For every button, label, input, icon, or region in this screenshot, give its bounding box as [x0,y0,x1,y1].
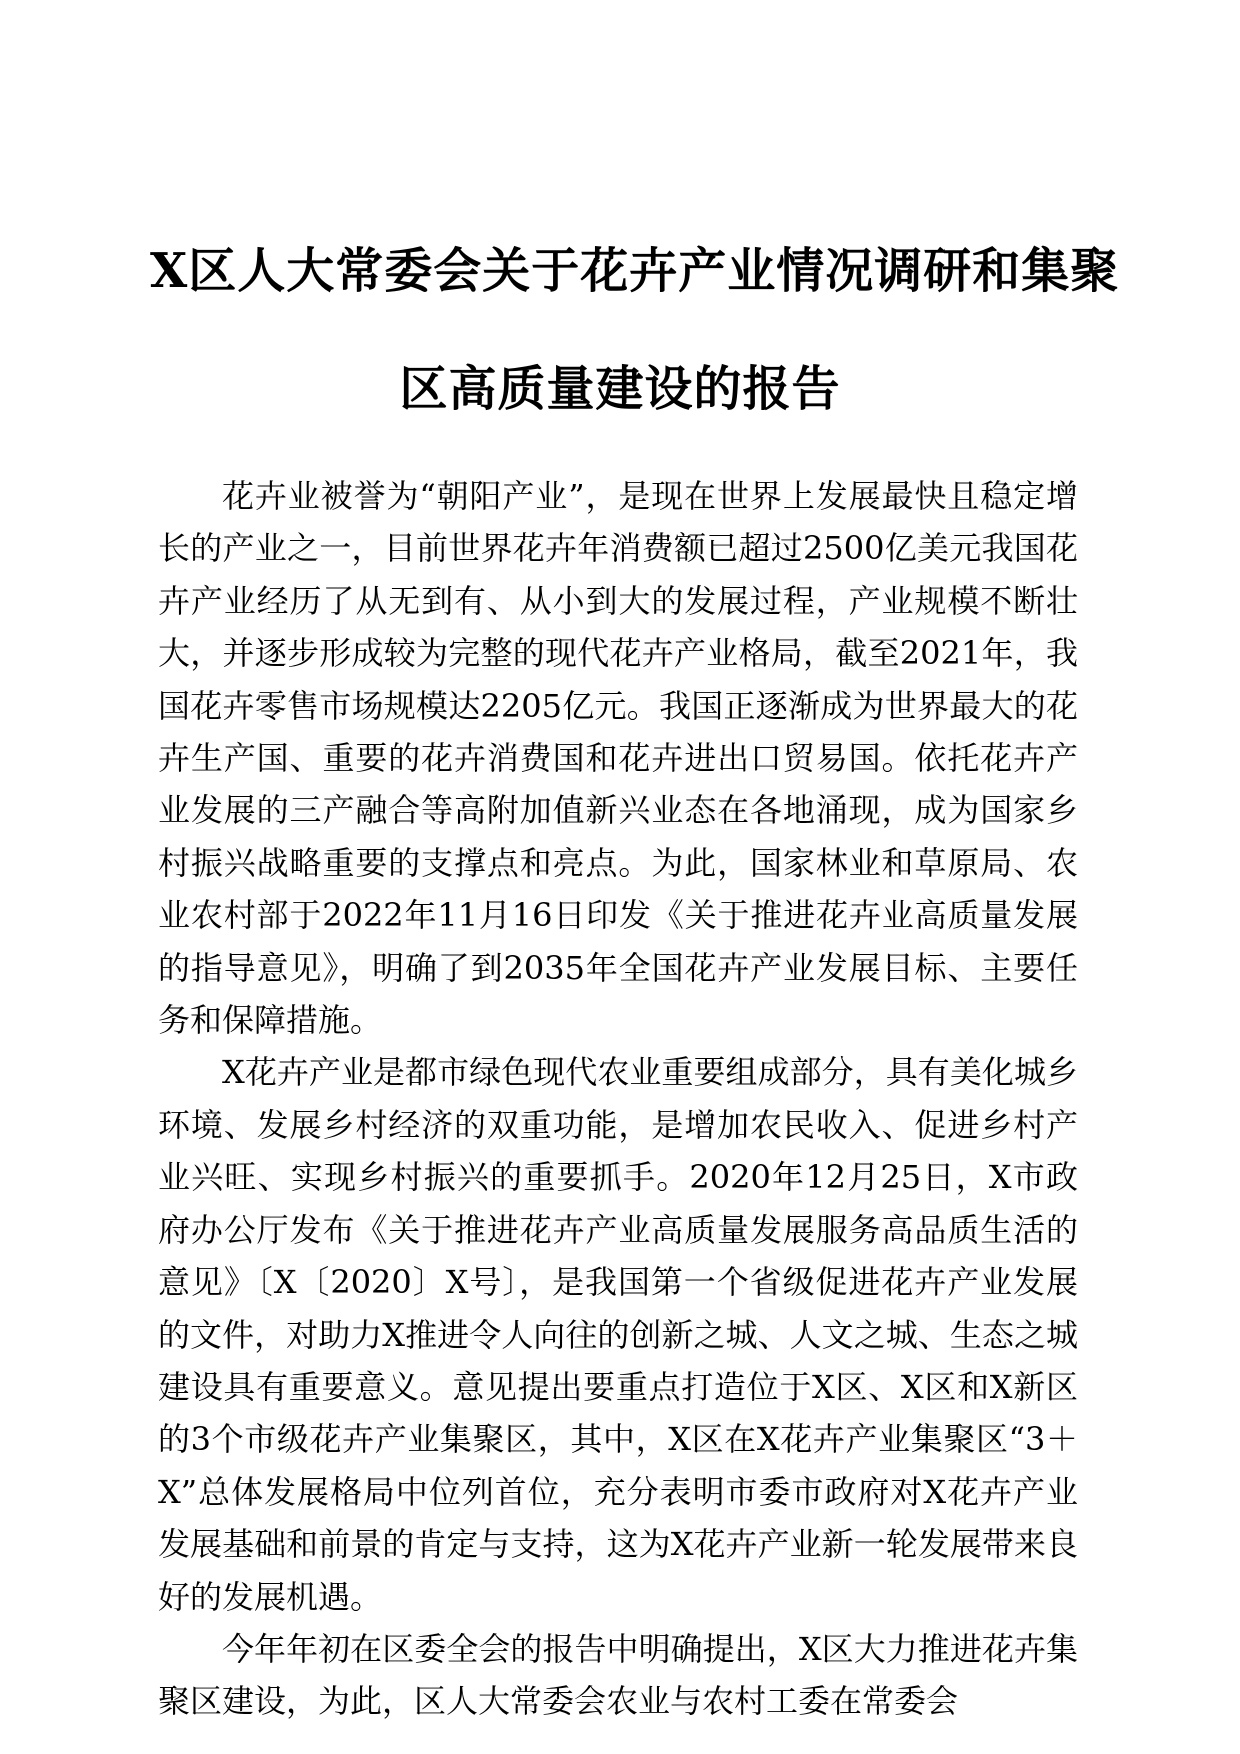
paragraph-district-plan: 今年年初在区委全会的报告中明确提出，X区大力推进花卉集聚区建设，为此，区人大常委会农业与农村工委在常委会 [158,1629,1078,1721]
document-body [158,470,1078,1728]
document-title-line-1: X区人大常委会关于花卉产业情况调研和集聚 [150,243,1120,299]
paragraph-intro: 花卉业被誉为“朝阳产业”，是现在世界上发展最快且稳定增长的产业之一，目前世界花卉年消费额已超过2500亿美元我国花卉产业经历了从无到有、从小到大的发展过程，产业规模不断壮大，并逐步形成较为完整的现代花卉产业格局，截至2021年，我国花卉零售市场规模达2205亿元。我国正逐渐成为世界最大的花卉生产国、重要的花卉消费国和花卉进出口贸易国。依托花卉产业发展的三产融合等高附加值新兴业态在各地涌现，成为国家乡村振兴战略重要的支撑点和亮点。为此，国家林业和草原局、农业农村部于2022年11月16日印发《关于推进花卉业高质量发展的指导意见》，明确了到2035年全国花卉产业发展目标、主要任务和保障措施。 [158,477,1078,1040]
document-title-line-2: 区高质量建设的报告 [399,361,841,417]
paragraph-x-flower-industry: X花卉产业是都市绿色现代农业重要组成部分，具有美化城乡环境、发展乡村经济的双重功能，是增加农民收入、促进乡村产业兴旺、实现乡村振兴的重要抓手。2020年12月25日，X市政府办公厅发布《关于推进花卉产业高质量发展服务高品质生活的意见》〔X〔2020〕X号〕，是我国第一个省级促进花卉产业发展的文件，对助力X推进令人向往的创新之城、人文之城、生态之城建设具有重要意义。意见提出要重点打造位于X区、X区和X新区的3个市级花卉产业集聚区，其中，X区在X花卉产业集聚区“3＋X”总体发展格局中位列首位，充分表明市委市政府对X花卉产业发展基础和前景的肯定与支持，这为X花卉产业新一轮发展带来良好的发展机遇。 [158,1053,1078,1616]
